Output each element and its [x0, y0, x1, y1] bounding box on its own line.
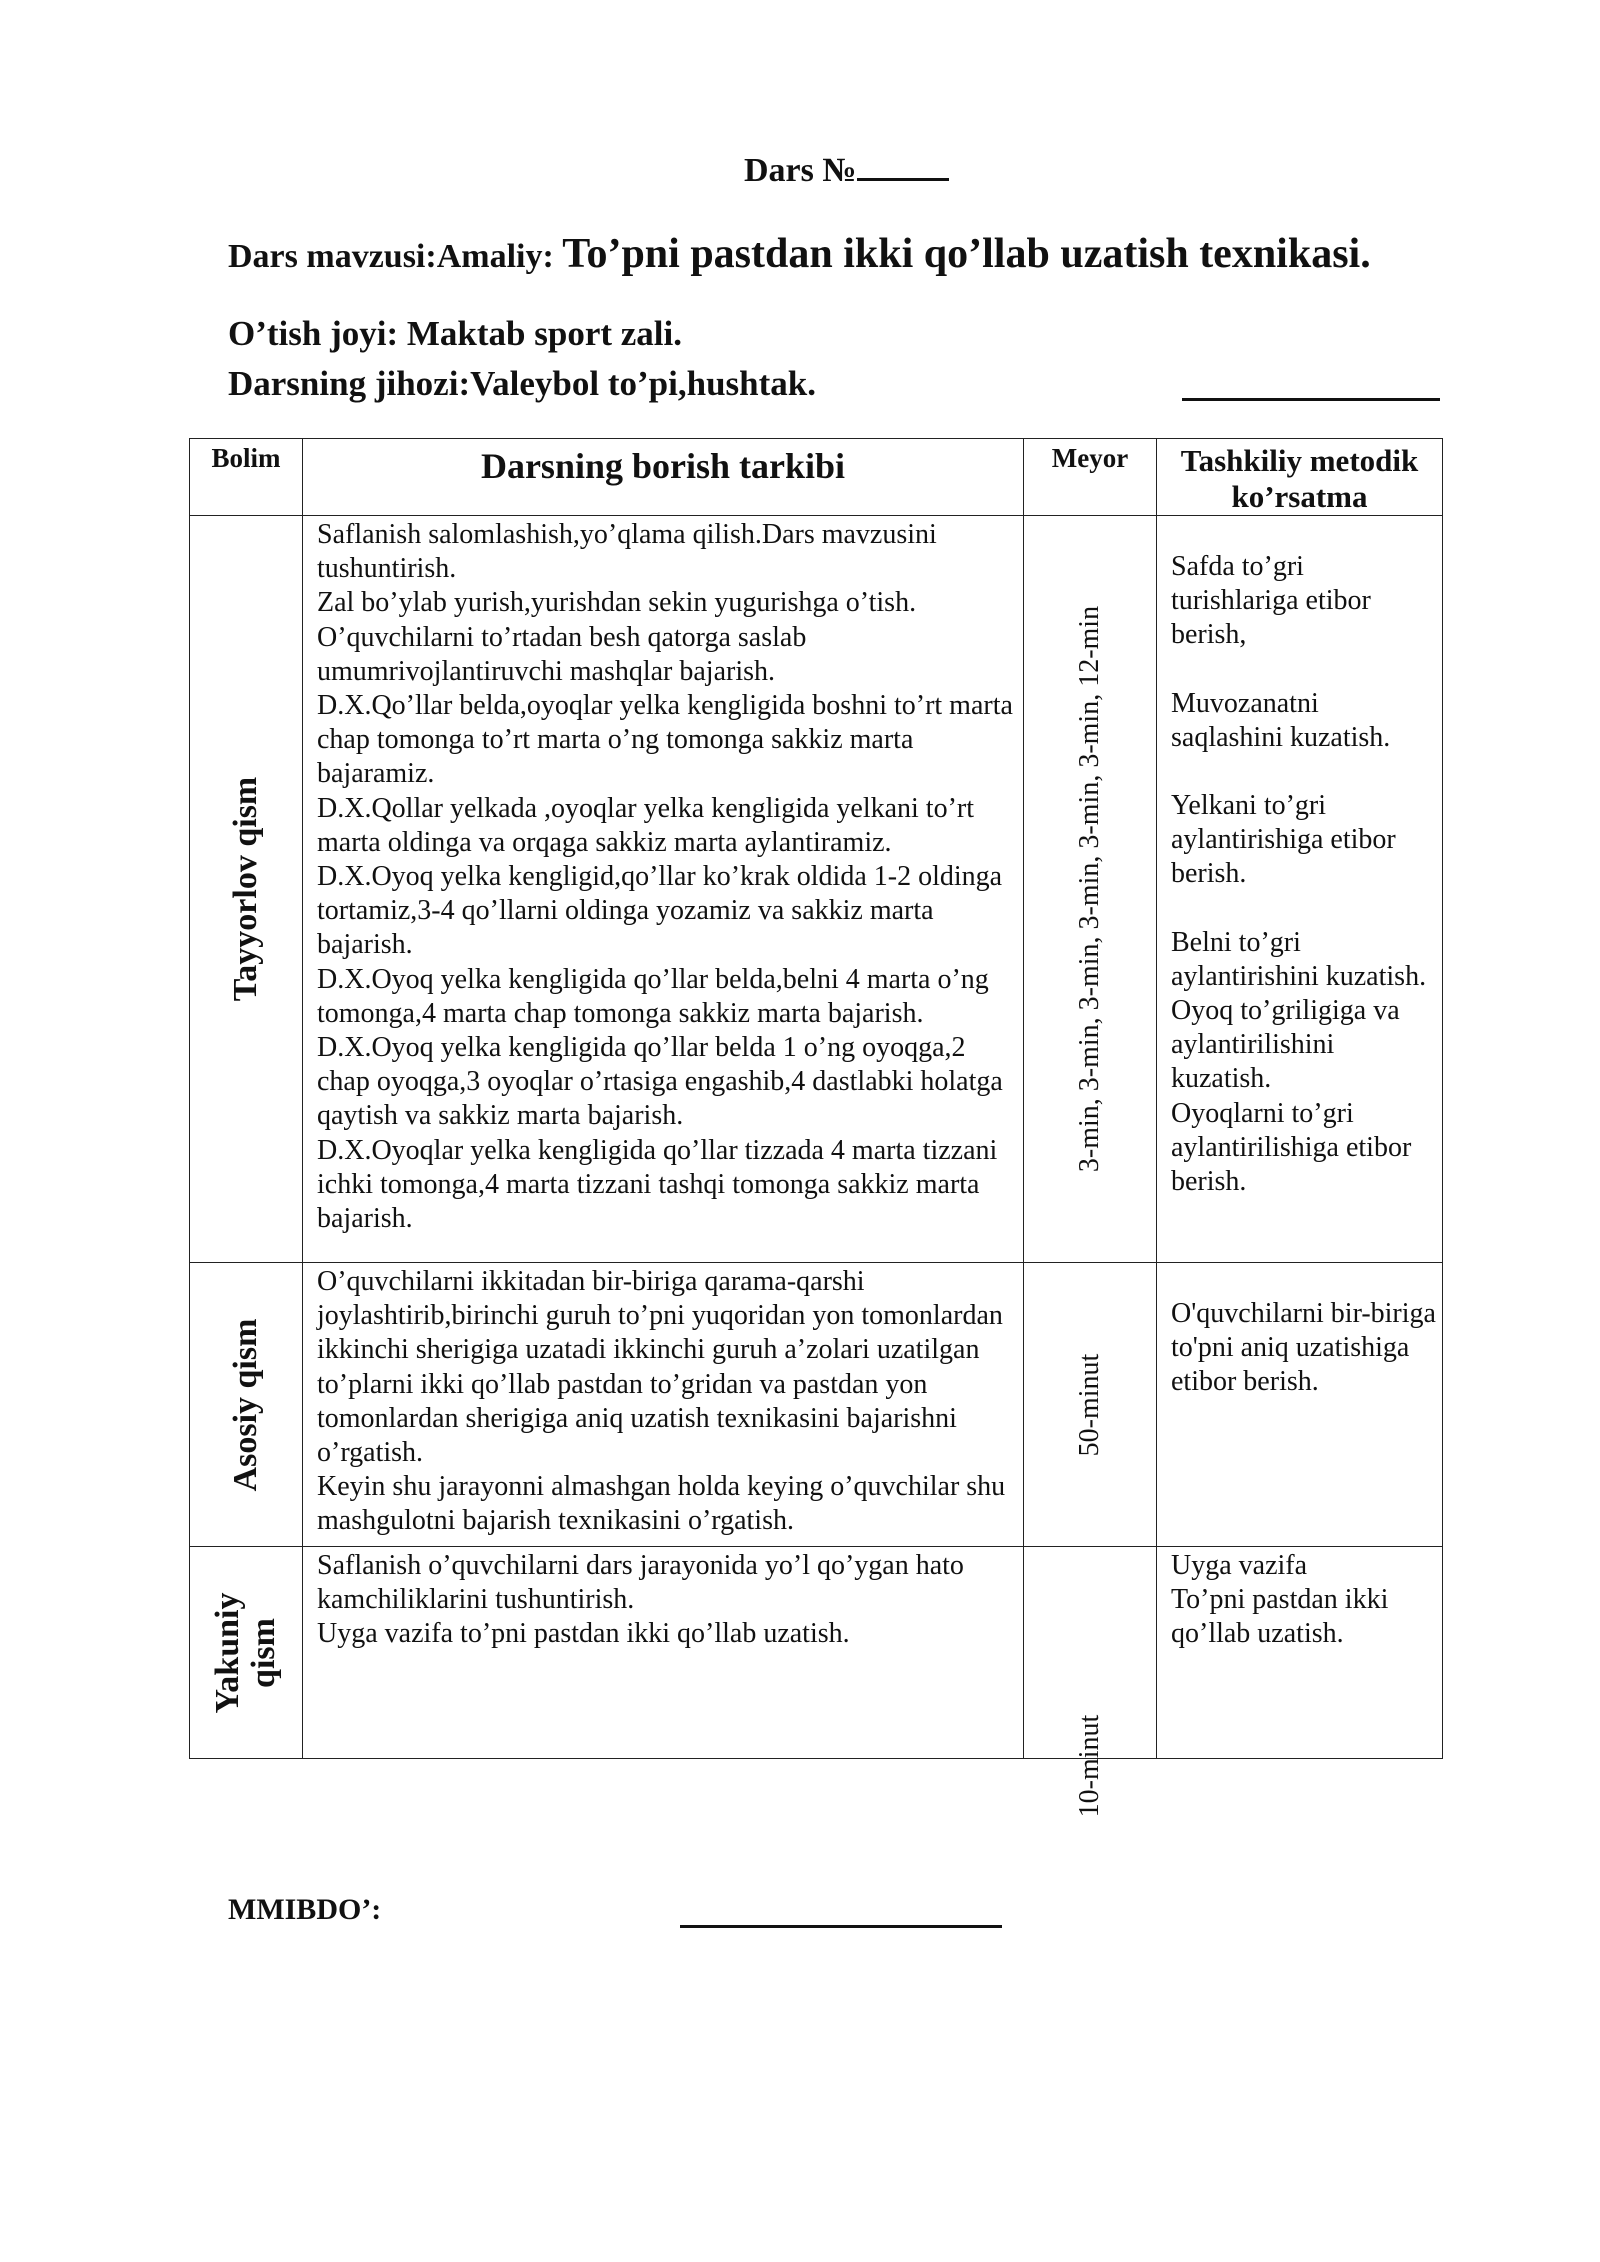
content-cell-final — [303, 1547, 1024, 1759]
norm-label-main: 50-minut — [1074, 1353, 1105, 1456]
note-line: Muvozanatni saqlashini kuzatish. — [1171, 687, 1391, 753]
section-label-preparatory: Tayyorlov qism — [227, 776, 264, 1002]
lesson-topic-text: To’pni pastdan ikki qo’llab uzatish texnikasi. — [562, 231, 1371, 277]
note-spacer — [1171, 892, 1436, 926]
note-line: Oyoq to’griligiga va aylantirilishini kuzatish. — [1171, 995, 1400, 1095]
content-line: D.X.Oyoq yelka kengligida qo’llar belda,belni 4 marta o’ng tomonga,4 marta chap tomonga sakkiz marta bajarish. — [317, 963, 989, 1029]
lesson-plan-table — [189, 438, 1443, 1818]
content-line: D.X.Qo’llar belda,oyoqlar yelka kengligida boshni to’rt marta chap tomonga to’rt marta o’ng tomonga sakkiz marta bajaramiz. — [317, 690, 1013, 790]
section-label-main: Asosiy qism — [227, 1318, 264, 1491]
header-content: Darsning borish tarkibi — [303, 439, 1024, 516]
section-cell-main — [190, 1263, 303, 1547]
norm-cell-preparatory — [1024, 516, 1157, 1263]
note-line: Oyoqlarni to’gri aylantirilishiga etibor berish. — [1171, 1097, 1412, 1198]
content-line: D.X.Oyoqlar yelka kengligida qo’llar tizzada 4 marta tizzani ichki tomonga,4 marta tizzani tashqi tomonga sakkiz marta bajarish. — [317, 1134, 998, 1235]
norm-label-final: 10-minut — [1074, 1714, 1105, 1818]
notes-cell-main — [1157, 1263, 1443, 1547]
content-line: O’quvchilarni to’rtadan besh qatorga saslab umumrivojlantiruvchi mashqlar bajarish. — [317, 621, 807, 687]
header-norm: Meyor — [1024, 439, 1157, 516]
content-line: Zal bo’ylab yurish,yurishdan sekin yugurishga o’tish. — [317, 587, 917, 619]
table-header-row — [190, 439, 1443, 516]
content-line: D.X.Qollar yelkada ,oyoqlar yelka kengligida yelkani to’rt marta oldinga va orqaga sakkiz marta aylantiramiz. — [317, 792, 975, 858]
lesson-equipment: Darsning jihozi:Valeybol to’pi,hushtak. — [228, 364, 816, 403]
section-cell-preparatory — [190, 516, 303, 1263]
note-line: Safda to’gri turishlariga etibor berish, — [1171, 551, 1371, 651]
section-cell-final — [190, 1547, 303, 1759]
lesson-number-blank — [857, 152, 949, 181]
footer-label: MMIBDO’: — [228, 1893, 382, 1926]
table-row-preparatory — [190, 516, 1443, 1263]
lesson-place: O’tish joyi: Maktab sport zali. — [228, 314, 683, 353]
header-section: Bolim — [190, 439, 303, 516]
note-line: Uyga vazifa — [1171, 1550, 1308, 1581]
norm-label-preparatory: 3-min, 3-min, 3-min, 3-min, 3-min, 3-min, 12-min — [1074, 605, 1105, 1173]
content-line: Uyga vazifa to’pni pastdan ikki qo’llab uzatish. — [317, 1618, 850, 1650]
section-label-final-line2: qism — [245, 1617, 282, 1688]
content-line: Saflanish salomlashish,yo’qlama qilish.Dars mavzusini tushuntirish. — [317, 519, 937, 585]
table-row-final — [190, 1547, 1443, 1759]
lesson-topic-label: Dars mavzusi:Amaliy: — [228, 238, 563, 275]
note-line: O'quvchilarni bir-biriga to'pni aniq uzatishiga etibor berish. — [1171, 1298, 1436, 1398]
footer-blank-line — [680, 1893, 1002, 1928]
content-line: D.X.Oyoq yelka kengligida qo’llar belda 1 o’ng oyoqga,2 chap oyoqga,3 oyoqlar o’rtasiga engashib,4 dastlabki holatga qaytish va sakkiz marta bajarish. — [317, 1032, 1003, 1132]
note-line: Belni to’gri aylantirishini kuzatish. — [1171, 926, 1427, 992]
lesson-number-label: Dars № — [744, 152, 857, 189]
note-spacer — [1171, 755, 1436, 789]
lesson-number — [744, 152, 949, 190]
content-line: D.X.Oyoq yelka kengligid,qo’llar ko’krak oldida 1-2 oldinga tortamiz,3-4 qo’llarni oldinga yozamiz va sakkiz marta bajarish. — [317, 861, 1003, 961]
header-notes: Tashkiliy metodik ko’rsatma — [1157, 439, 1443, 516]
note-line: Yelkani to’gri aylantirishiga etibor berish. — [1171, 790, 1396, 890]
lesson-topic — [228, 230, 1371, 278]
equipment-blank-line — [1182, 370, 1440, 401]
notes-cell-preparatory — [1157, 516, 1443, 1263]
section-label-final — [210, 1592, 282, 1713]
note-line: To’pni pastdan ikki qo’llab uzatish. — [1171, 1584, 1389, 1650]
norm-cell-main — [1024, 1263, 1157, 1547]
section-label-final-line1: Yakuniy — [209, 1592, 246, 1713]
table-row-main — [190, 1263, 1443, 1547]
notes-cell-final — [1157, 1547, 1443, 1759]
content-cell-preparatory — [303, 516, 1024, 1263]
content-line: Keyin shu jarayonni almashgan holda keying o’quvchilar shu mashgulotni bajarish texnikasini o’rgatish. — [317, 1471, 1006, 1537]
norm-cell-final — [1024, 1547, 1157, 1818]
content-line: O’quvchilarni ikkitadan bir-biriga qarama-qarshi joylashtirib,birinchi guruh to’pni yuqoridan yon tomonlardan ikkinchi sherigiga uzatadi ikkinchi guruh a’zolari uzatilgan to’plarni ikki qo’llab pastdan to’gridan va pastdan yon tomonlardan sherigiga aniq uzatish texnikasini bajarishni o’rgatish. — [317, 1266, 1003, 1469]
note-spacer — [1171, 653, 1436, 687]
content-cell-main — [303, 1263, 1024, 1547]
content-line: Saflanish o’quvchilarni dars jarayonida yo’l qo’ygan hato kamchiliklarini tushuntirish. — [317, 1550, 964, 1616]
